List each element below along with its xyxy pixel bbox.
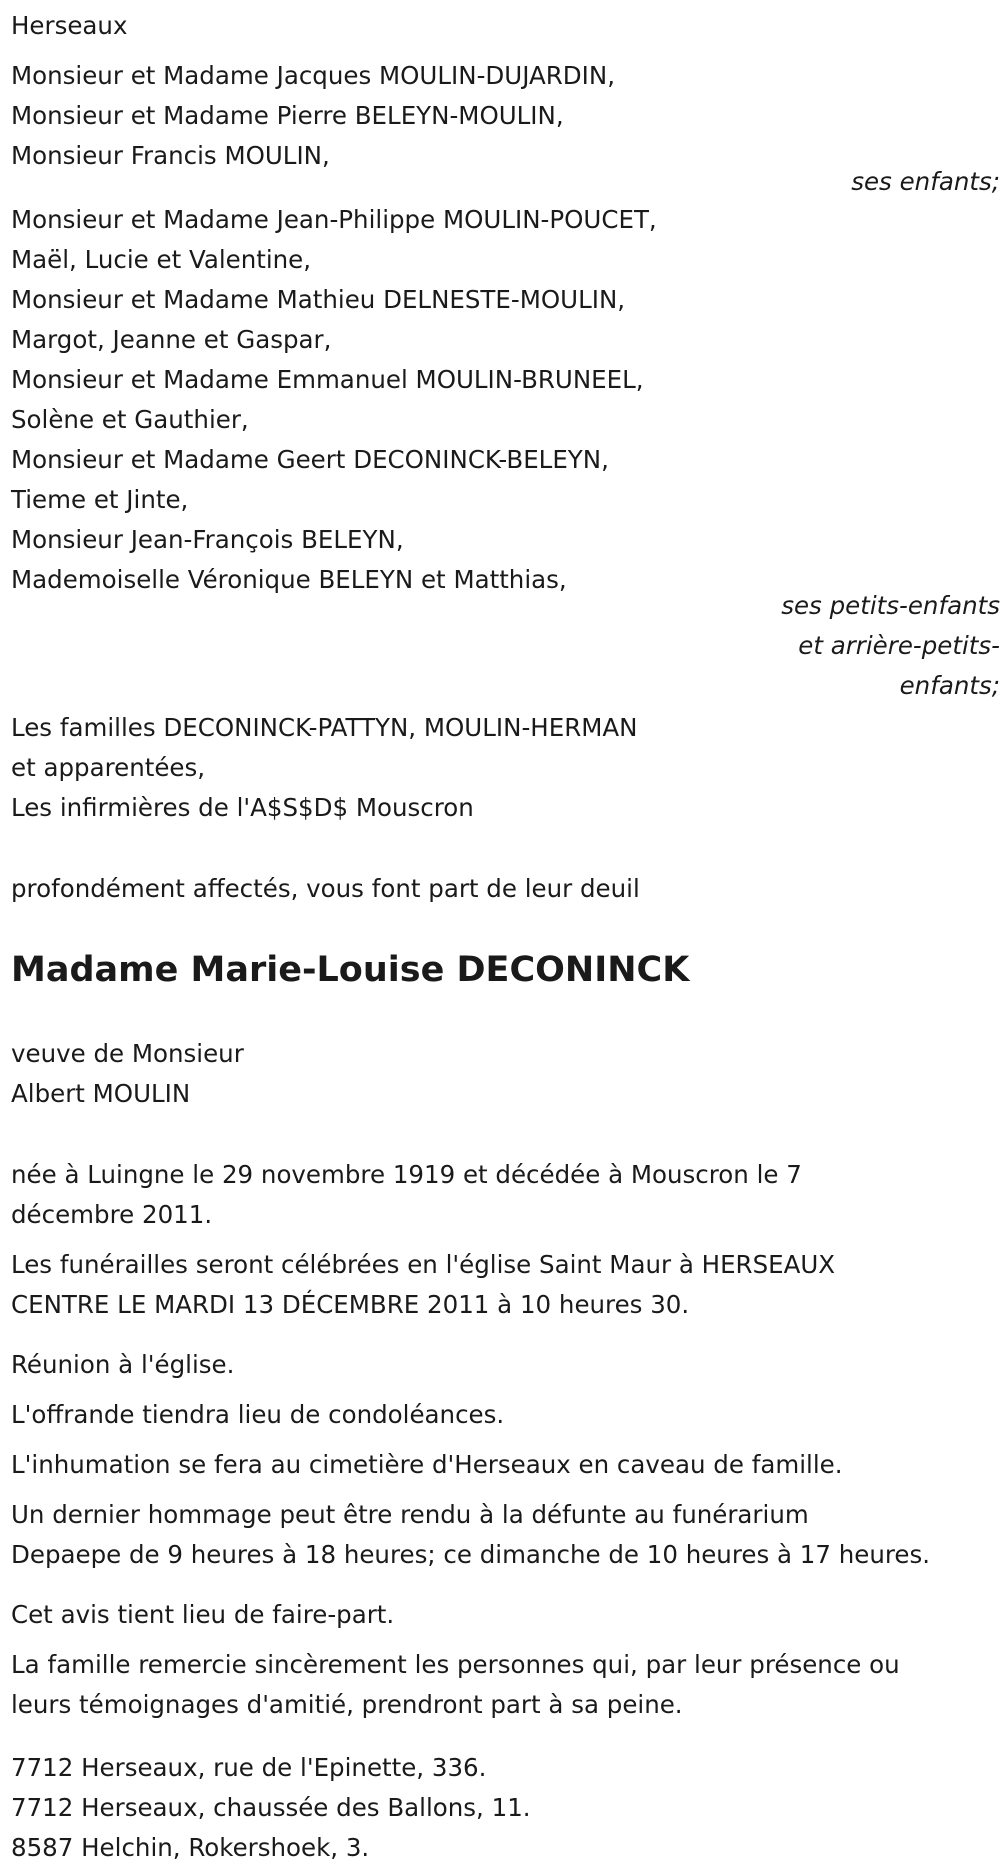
address-line: 7712 Herseaux, chaussée des Ballons, 11. xyxy=(11,1793,531,1822)
grandchildren-role xyxy=(781,586,1000,706)
birth-death-line: née à Luingne le 29 novembre 1919 et décédée à Mouscron le 7 xyxy=(11,1160,802,1189)
grandchildren-role-line: et arrière-petits- xyxy=(798,631,1000,660)
grandchildren-list xyxy=(11,200,657,600)
thanks-info xyxy=(11,1645,900,1725)
town-header: Herseaux xyxy=(11,11,128,40)
deceased-name: Madame Marie-Louise DECONINCK xyxy=(11,950,690,990)
birth-death-info xyxy=(11,1155,802,1235)
grandchild-line: Monsieur et Madame Jean-Philippe MOULIN-POUCET, xyxy=(11,205,657,234)
funeral-line: CENTRE LE MARDI 13 DÉCEMBRE 2011 à 10 heures 30. xyxy=(11,1290,690,1319)
grandchildren-role-line: ses petits-enfants xyxy=(781,591,1000,620)
notice-text: Cet avis tient lieu de faire-part. xyxy=(11,1600,395,1629)
funeral-line: Les funérailles seront célébrées en l'église Saint Maur à HERSEAUX xyxy=(11,1250,836,1279)
grandchild-line: Monsieur Jean-François BELEYN, xyxy=(11,525,404,554)
widow-info xyxy=(11,1034,244,1114)
thanks-line: leurs témoignages d'amitié, prendront part à sa peine. xyxy=(11,1690,683,1719)
grandchild-line: Margot, Jeanne et Gaspar, xyxy=(11,325,332,354)
family-line: Les infirmières de l'A$S$D$ Mouscron xyxy=(11,793,474,822)
grandchild-line: Mademoiselle Véronique BELEYN et Matthias, xyxy=(11,565,567,594)
child-line: Monsieur et Madame Pierre BELEYN-MOULIN, xyxy=(11,101,564,130)
address-line: 7712 Herseaux, rue de l'Epinette, 336. xyxy=(11,1753,487,1782)
grandchild-line: Maël, Lucie et Valentine, xyxy=(11,245,312,274)
funeral-info xyxy=(11,1245,835,1325)
family-line: et apparentées, xyxy=(11,753,206,782)
announcement-text: profondément affectés, vous font part de leur deuil xyxy=(11,874,640,903)
children-list xyxy=(11,56,615,176)
child-line: Monsieur Francis MOULIN, xyxy=(11,141,330,170)
families-list xyxy=(11,708,637,828)
widow-line: veuve de Monsieur xyxy=(11,1039,244,1068)
thanks-line: La famille remercie sincèrement les personnes qui, par leur présence ou xyxy=(11,1650,900,1679)
widow-line: Albert MOULIN xyxy=(11,1079,191,1108)
family-line: Les familles DECONINCK-PATTYN, MOULIN-HERMAN xyxy=(11,713,638,742)
offering-text: L'offrande tiendra lieu de condoléances. xyxy=(11,1400,505,1429)
grandchild-line: Monsieur et Madame Emmanuel MOULIN-BRUNEEL, xyxy=(11,365,644,394)
birth-death-line: décembre 2011. xyxy=(11,1200,213,1229)
grandchild-line: Solène et Gauthier, xyxy=(11,405,249,434)
tribute-line: Depaepe de 9 heures à 18 heures; ce dimanche de 10 heures à 17 heures. xyxy=(11,1540,931,1569)
grandchildren-role-line: enfants; xyxy=(899,671,1000,700)
grandchild-line: Monsieur et Madame Mathieu DELNESTE-MOULIN, xyxy=(11,285,626,314)
children-role: ses enfants; xyxy=(851,167,1000,196)
burial-text: L'inhumation se fera au cimetière d'Herseaux en caveau de famille. xyxy=(11,1450,843,1479)
meeting-text: Réunion à l'église. xyxy=(11,1350,235,1379)
tribute-info xyxy=(11,1495,930,1575)
address-list xyxy=(11,1748,531,1868)
tribute-line: Un dernier hommage peut être rendu à la défunte au funérarium xyxy=(11,1500,809,1529)
grandchild-line: Tieme et Jinte, xyxy=(11,485,189,514)
address-line: 8587 Helchin, Rokershoek, 3. xyxy=(11,1833,370,1862)
grandchild-line: Monsieur et Madame Geert DECONINCK-BELEYN, xyxy=(11,445,609,474)
child-line: Monsieur et Madame Jacques MOULIN-DUJARDIN, xyxy=(11,61,615,90)
